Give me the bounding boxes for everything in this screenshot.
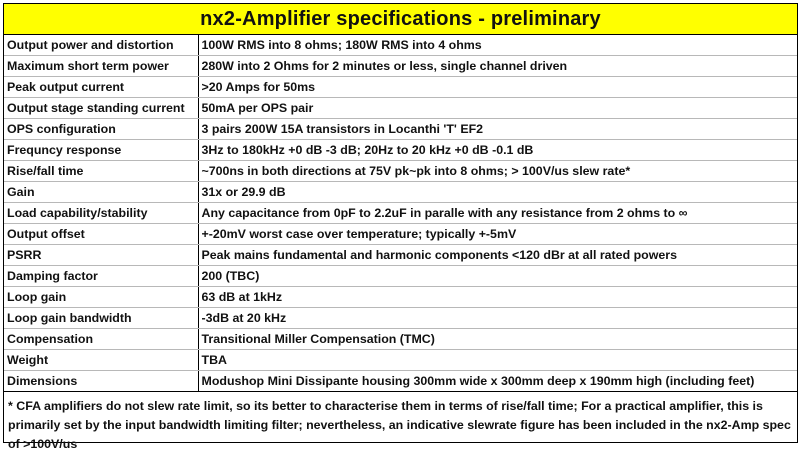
table-row [4, 56, 797, 77]
spec-table [4, 35, 797, 392]
value-cell[interactable]: +-20mV worst case over temperature; typically +-5mV [198, 224, 797, 245]
value-cell[interactable]: 50mA per OPS pair [198, 98, 797, 119]
table-row [4, 329, 797, 350]
value-cell[interactable]: 200 (TBC) [198, 266, 797, 287]
param-cell[interactable]: Loop gain [4, 287, 198, 308]
value-cell[interactable]: 3 pairs 200W 15A transistors in Locanthi 'T' EF2 [198, 119, 797, 140]
value-cell[interactable]: TBA [198, 350, 797, 371]
param-cell[interactable]: Maximum short term power [4, 56, 198, 77]
value-cell[interactable]: 280W into 2 Ohms for 2 minutes or less, single channel driven [198, 56, 797, 77]
table-row [4, 77, 797, 98]
table-row [4, 371, 797, 392]
param-cell[interactable]: Damping factor [4, 266, 198, 287]
value-cell[interactable]: Modushop Mini Dissipante housing 300mm wide x 300mm deep x 190mm high (including feet) [198, 371, 797, 392]
value-cell[interactable]: -3dB at 20 kHz [198, 308, 797, 329]
table-row [4, 224, 797, 245]
value-cell[interactable]: 63 dB at 1kHz [198, 287, 797, 308]
table-row [4, 182, 797, 203]
table-row [4, 266, 797, 287]
table-row [4, 287, 797, 308]
value-cell[interactable]: Any capacitance from 0pF to 2.2uF in paralle with any resistance from 2 ohms to ∞ [198, 203, 797, 224]
table-row [4, 140, 797, 161]
value-cell[interactable]: Transitional Miller Compensation (TMC) [198, 329, 797, 350]
table-row [4, 98, 797, 119]
param-cell[interactable]: Weight [4, 350, 198, 371]
table-row [4, 161, 797, 182]
table-row [4, 203, 797, 224]
value-cell[interactable]: ~700ns in both directions at 75V pk~pk into 8 ohms; > 100V/us slew rate* [198, 161, 797, 182]
param-cell[interactable]: Peak output current [4, 77, 198, 98]
footnote: * CFA amplifiers do not slew rate limit, so its better to characterise them in terms of rise/fall time; For a practical amplifier, this is primarily set by the input bandwidth limiting filter; nevertheless, an indicative slewrate figure has been included in the nx2-Amp spec of >100V/us [8, 399, 791, 451]
spec-sheet [3, 3, 798, 451]
param-cell[interactable]: Rise/fall time [4, 161, 198, 182]
value-cell[interactable]: 31x or 29.9 dB [198, 182, 797, 203]
param-cell[interactable]: Dimensions [4, 371, 198, 392]
param-cell[interactable]: PSRR [4, 245, 198, 266]
param-cell[interactable]: Loop gain bandwidth [4, 308, 198, 329]
param-cell[interactable]: Load capability/stability [4, 203, 198, 224]
table-row [4, 119, 797, 140]
param-cell[interactable]: Gain [4, 182, 198, 203]
param-cell[interactable]: OPS configuration [4, 119, 198, 140]
table-row [4, 350, 797, 371]
table-row [4, 35, 797, 56]
param-cell[interactable]: Output stage standing current [4, 98, 198, 119]
param-cell[interactable]: Output offset [4, 224, 198, 245]
value-cell[interactable]: >20 Amps for 50ms [198, 77, 797, 98]
value-cell[interactable]: 3Hz to 180kHz +0 dB -3 dB; 20Hz to 20 kHz +0 dB -0.1 dB [198, 140, 797, 161]
table-row [4, 245, 797, 266]
value-cell[interactable]: Peak mains fundamental and harmonic components <120 dBr at all rated powers [198, 245, 797, 266]
sheet-title: nx2-Amplifier specifications - preliminary [4, 4, 797, 35]
param-cell[interactable]: Frequncy response [4, 140, 198, 161]
value-cell[interactable]: 100W RMS into 8 ohms; 180W RMS into 4 ohms [198, 35, 797, 56]
table-row [4, 308, 797, 329]
param-cell[interactable]: Compensation [4, 329, 198, 350]
param-cell[interactable]: Output power and distortion [4, 35, 198, 56]
